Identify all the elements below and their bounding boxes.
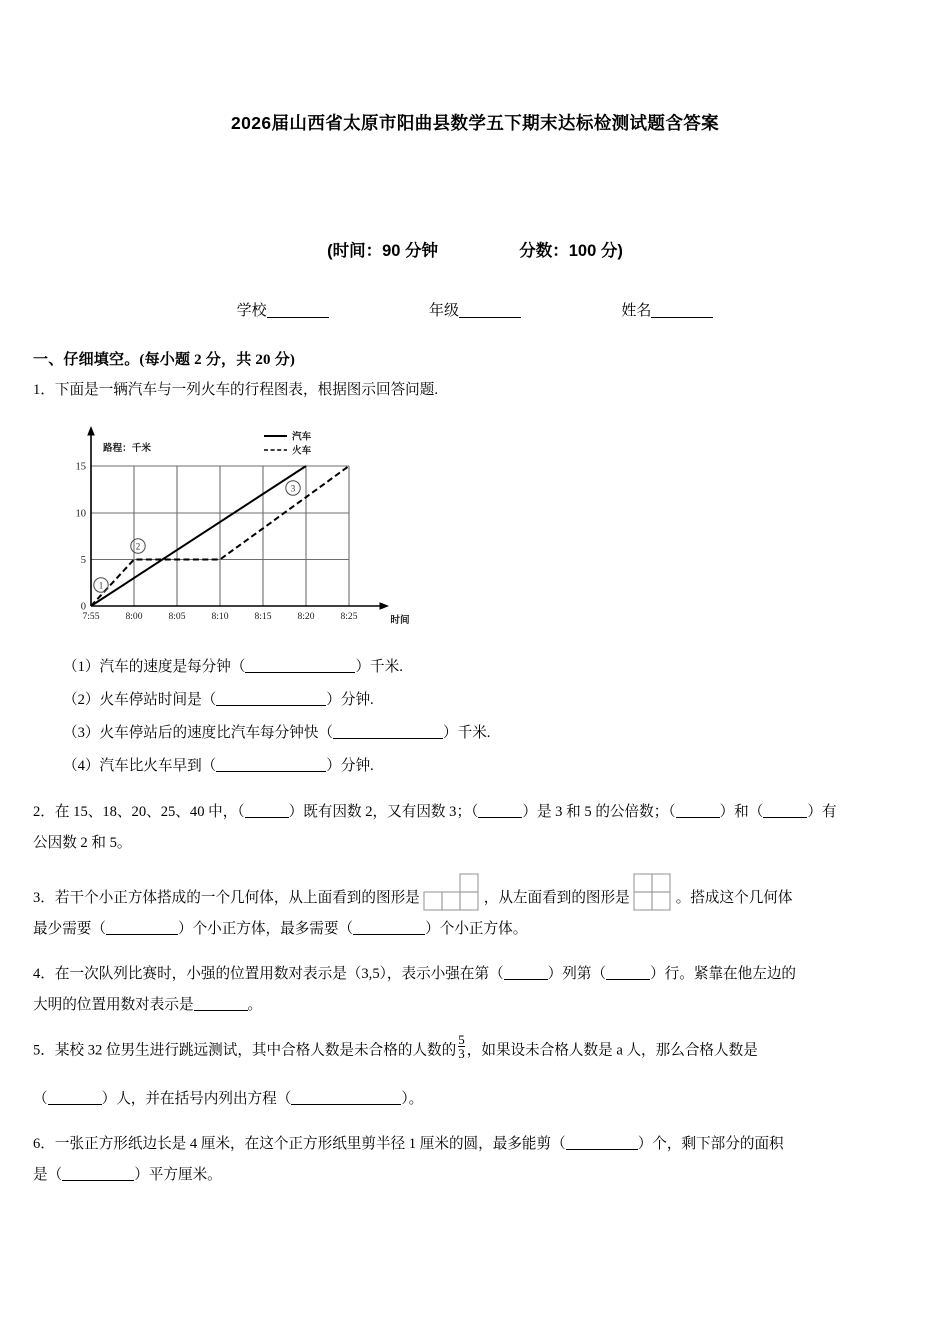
y-tick-labels [76, 462, 87, 613]
grade-blank[interactable] [459, 302, 521, 318]
question-5-part-3: （ [33, 1091, 48, 1108]
question-3-blank-2[interactable] [353, 921, 425, 935]
question-6-part-4: ）平方厘米。 [134, 1167, 222, 1184]
fraction-denominator: 3 [458, 1046, 465, 1062]
question-5-part-5: ）。 [401, 1091, 424, 1108]
sub-4-label: （4） [63, 758, 100, 774]
grade-field [429, 299, 521, 320]
x-tick-810: 8:10 [211, 611, 229, 622]
school-blank[interactable] [267, 302, 329, 318]
x-tick-805: 8:05 [168, 611, 186, 622]
question-6 [33, 1129, 917, 1160]
x-axis-arrow [380, 602, 390, 610]
question-3-line-2 [33, 914, 917, 945]
sub-1-before: 汽车的速度是每分钟（ [99, 659, 246, 675]
x-tick-815: 8:15 [254, 611, 272, 622]
name-label: 姓名 [621, 302, 652, 319]
question-1-number: 1． [33, 382, 55, 398]
sub-2-before: 火车停站时间是（ [99, 692, 217, 708]
x-tick-labels [82, 611, 357, 622]
question-4-blank-1[interactable] [504, 966, 548, 980]
grid-vertical-lines [91, 466, 349, 606]
question-3-part-2: ，从左面看到的图形是 [483, 890, 630, 906]
question-1-sub-3 [33, 717, 917, 750]
question-2-part-4: ）和（ [719, 804, 764, 820]
exam-content [33, 348, 917, 1191]
x-tick-820: 8:20 [297, 611, 315, 622]
question-4-part-3: ）行。紧靠在他左边的 [650, 966, 797, 982]
question-1 [33, 375, 917, 406]
question-6-part-1: 一张正方形纸边长是 4 厘米，在这个正方形纸里剪半径 1 厘米的圆，最多能剪（ [54, 1136, 566, 1153]
travel-graph-svg [69, 418, 419, 646]
question-2-line-2 [33, 828, 917, 859]
question-1-sub-2 [33, 684, 917, 717]
question-4-line-2 [33, 990, 917, 1021]
question-5-line-2 [33, 1084, 917, 1115]
question-2-part-2: ）既有因数 2，又有因数 3；（ [288, 804, 479, 820]
question-2-part-3: ）是 3 和 5 的公倍数；（ [522, 804, 676, 820]
sub-2-label: （2） [63, 692, 100, 708]
annotation-1: 1 [98, 580, 104, 591]
sub-3-blank[interactable] [333, 725, 443, 739]
x-axis-label: 时间 [390, 615, 410, 626]
question-4-blank-2[interactable] [606, 966, 650, 980]
question-3 [33, 873, 917, 914]
page-title: 2026届山西省太原市阳曲县数学五下期末达标检测试题含答案 [230, 113, 720, 133]
left-view-shape [633, 873, 673, 911]
question-1-sub-1 [33, 651, 917, 684]
name-blank[interactable] [651, 302, 713, 318]
grade-label: 年级 [428, 302, 459, 319]
question-3-number: 3． [33, 890, 55, 906]
legend-train-label: 火车 [292, 445, 312, 457]
sub-4-after: ）分钟. [326, 758, 374, 774]
sub-4-blank[interactable] [216, 758, 326, 772]
question-4-part-1: 在一次队列比赛时，小强的位置用数对表示是（3,5），表示小强在第（ [54, 966, 504, 982]
question-6-blank-2[interactable] [62, 1167, 134, 1181]
sub-3-before: 火车停站后的速度比汽车每分钟快（ [99, 725, 334, 741]
question-3-part-3: 。搭成这个几何体 [675, 890, 793, 906]
question-2-blank-3[interactable] [676, 804, 720, 818]
legend-car-label: 汽车 [292, 431, 312, 443]
x-tick-755: 7:55 [82, 611, 100, 622]
question-1-stem: 下面是一辆汽车与一列火车的行程图表，根据图示回答问题. [54, 382, 438, 398]
question-4 [33, 959, 917, 990]
question-5-number: 5． [33, 1042, 55, 1059]
y-tick-15: 15 [75, 461, 86, 473]
sub-1-after: ）千米. [355, 659, 403, 675]
question-3-part-6: ）个小正方体。 [425, 921, 528, 937]
fraction-numerator: 5 [458, 1032, 465, 1047]
question-4-blank-3[interactable] [194, 997, 248, 1011]
question-3-part-1: 若干个小正方体搭成的一个几何体，从上面看到的图形是 [54, 890, 420, 906]
y-axis-label: 路程：千米 [103, 443, 151, 454]
sub-3-after: ）千米. [443, 725, 491, 741]
y-tick-10: 10 [75, 508, 86, 520]
question-6-part-2: ）个，剩下部分的面积 [637, 1136, 784, 1153]
question-5-part-4: ）人，并在括号内列出方程（ [101, 1091, 292, 1108]
question-4-part-4: 大明的位置用数对表示是 [33, 997, 194, 1013]
question-5-part-1: 某校 32 位男生进行跳远测试，其中合格人数是未合格的人数的 [54, 1042, 457, 1059]
travel-graph [69, 418, 917, 651]
question-6-blank-1[interactable] [566, 1136, 638, 1150]
sub-2-blank[interactable] [216, 692, 326, 706]
sub-2-after: ）分钟. [326, 692, 374, 708]
sub-3-label: （3） [63, 725, 100, 741]
question-6-part-3: 是（ [33, 1167, 63, 1184]
question-6-line-2 [33, 1160, 917, 1191]
question-2-part-1: 在 15、18、20、25、40 中，（ [54, 804, 245, 820]
sub-1-blank[interactable] [245, 659, 355, 673]
student-fields [0, 299, 950, 320]
car-line [91, 466, 306, 606]
question-4-part-2: ）列第（ [547, 966, 607, 982]
school-label: 学校 [236, 302, 267, 319]
annotation-2: 2 [135, 541, 141, 552]
exam-time-label: (时间：90 分钟 [327, 242, 439, 260]
question-2-blank-1[interactable] [245, 804, 289, 818]
question-4-part-5: 。 [247, 997, 263, 1013]
fraction-five-thirds [458, 1033, 465, 1061]
question-2-part-6: 公因数 2 和 5。 [33, 835, 132, 851]
school-field [237, 299, 329, 320]
question-6-number: 6． [33, 1136, 55, 1153]
question-3-part-5: ）个小正方体，最多需要（ [177, 921, 354, 937]
question-5 [33, 1032, 917, 1066]
question-3-blank-1[interactable] [106, 921, 178, 935]
section-heading: 一、仔细填空。(每小题 2 分，共 20 分) [33, 352, 296, 368]
x-tick-825: 8:25 [340, 611, 358, 622]
name-field [621, 299, 713, 320]
exam-score-label: 分数：100 分) [519, 242, 623, 260]
x-tick-800: 8:00 [125, 611, 143, 622]
question-2-blank-2[interactable] [478, 804, 522, 818]
sub-4-before: 汽车比火车早到（ [99, 758, 217, 774]
annotation-3: 3 [290, 483, 296, 494]
chart-legend [264, 431, 312, 457]
question-5-blank-1[interactable] [48, 1091, 102, 1105]
question-3-part-4: 最少需要（ [33, 921, 106, 937]
question-4-number: 4． [33, 966, 55, 982]
y-tick-0: 0 [80, 601, 86, 613]
question-2 [33, 797, 917, 828]
y-tick-5: 5 [80, 555, 86, 566]
exam-meta [0, 237, 950, 261]
y-axis-arrow [87, 426, 95, 436]
question-5-blank-2[interactable] [291, 1091, 401, 1105]
question-5-part-2: ，如果设未合格人数是 a 人，那么合格人数是 [466, 1042, 758, 1059]
question-2-number: 2． [33, 804, 55, 820]
question-2-part-5: ）有 [807, 804, 837, 820]
top-view-shape [423, 873, 481, 911]
sub-1-label: （1） [63, 659, 100, 675]
question-1-sub-4 [33, 750, 917, 783]
question-2-blank-4[interactable] [763, 804, 807, 818]
